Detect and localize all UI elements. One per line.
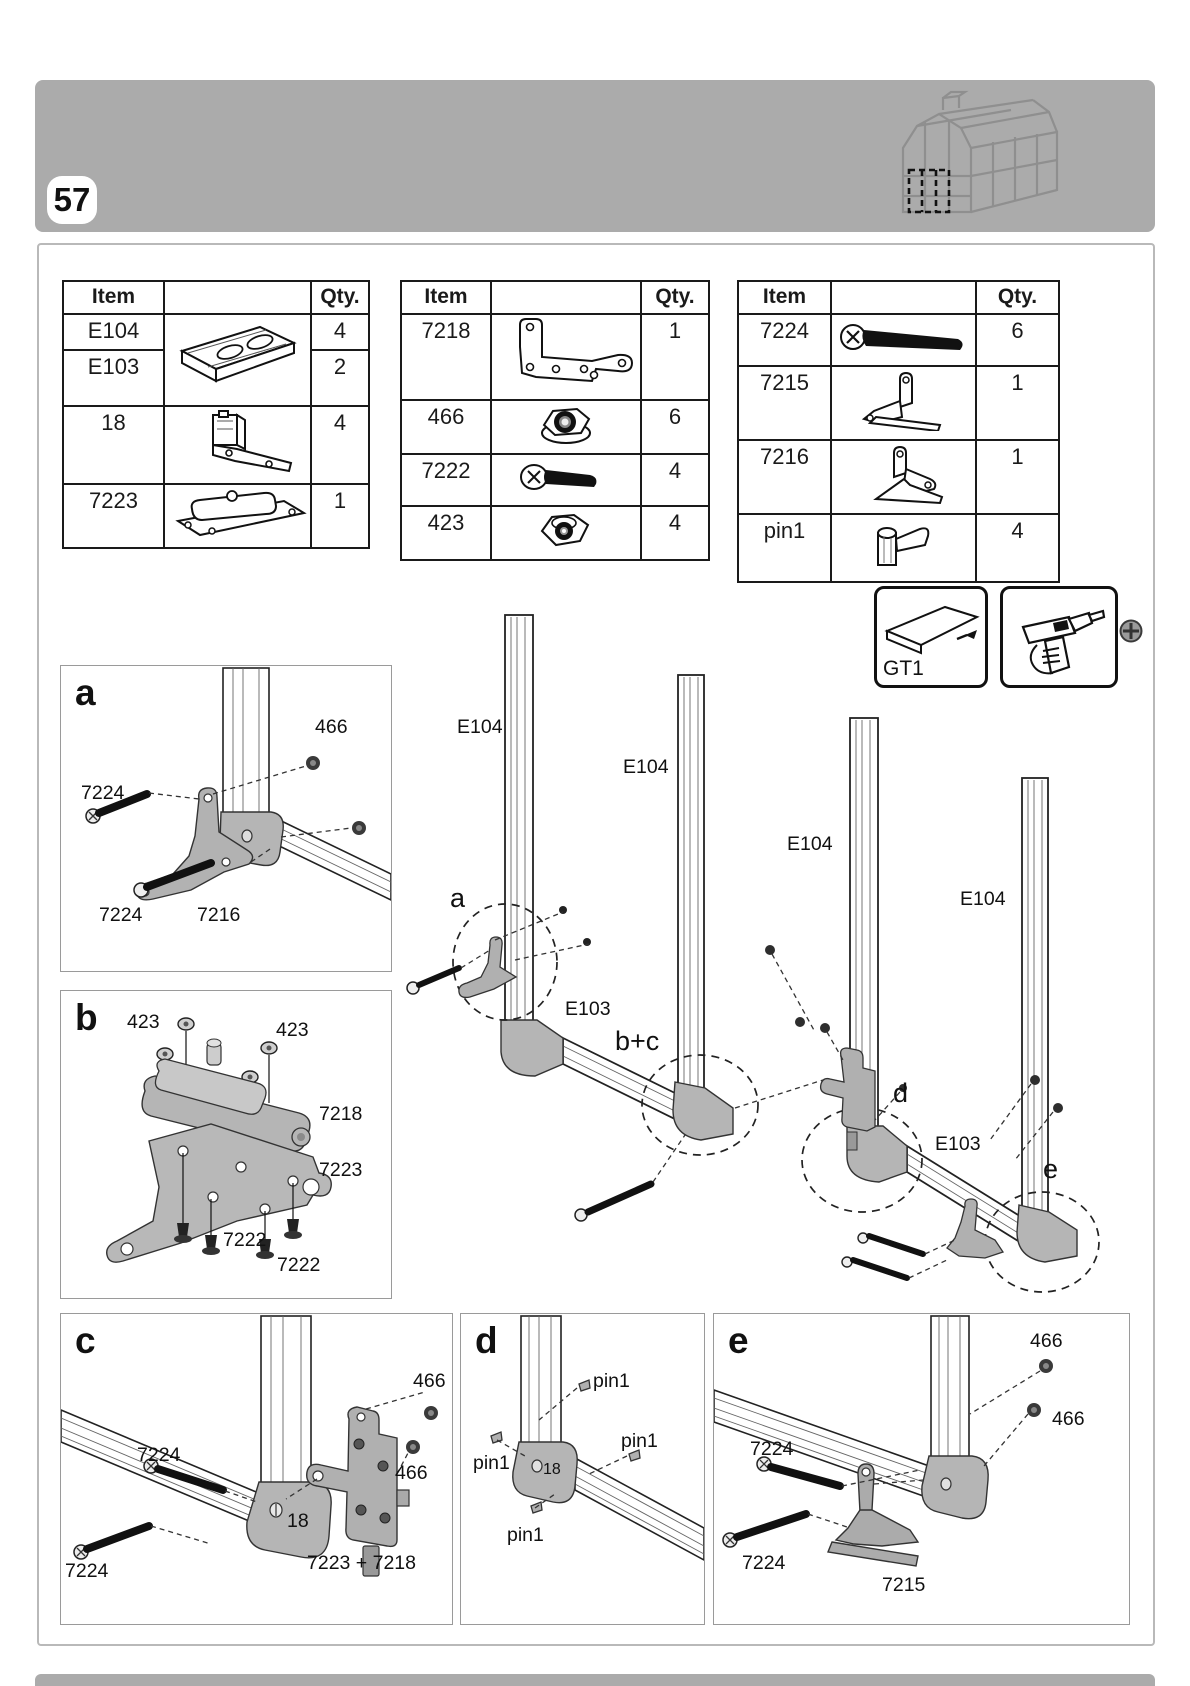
part-qty: 4 <box>311 314 369 350</box>
part-id: 7218 <box>401 314 491 400</box>
countersunk-bolt-icon <box>491 454 641 506</box>
part-id: 423 <box>401 506 491 560</box>
corner-connector-icon <box>164 406 311 484</box>
parts-table-1 <box>62 280 370 549</box>
header-banner <box>35 80 1155 232</box>
panel-letter-b: b <box>75 997 98 1038</box>
part-label-423: 423 <box>276 1019 309 1041</box>
greenhouse-icon <box>873 84 1083 230</box>
part-label-18: 18 <box>543 1461 561 1478</box>
screw-7224 <box>869 1236 923 1254</box>
step-number: 57 <box>53 181 91 218</box>
part-label-E104: E104 <box>457 716 503 738</box>
part-id: E104 <box>63 314 164 350</box>
part-label-pin1: pin1 <box>473 1452 510 1474</box>
panel-b-art <box>61 991 391 1298</box>
part-label-7224: 7224 <box>65 1560 109 1582</box>
table-row <box>401 400 709 454</box>
col-header-item: Item <box>738 281 831 314</box>
col-header-qty: Qty. <box>641 281 709 314</box>
part-label-7224: 7224 <box>742 1552 786 1574</box>
part-qty: 6 <box>641 400 709 454</box>
table-row <box>738 366 1059 440</box>
part-qty: 1 <box>311 484 369 548</box>
part-id: 7216 <box>738 440 831 514</box>
panel-letter-e: e <box>728 1320 749 1361</box>
gauge-tool-label: GT1 <box>883 657 924 680</box>
screw-7224 <box>853 1260 907 1278</box>
part-id: 7215 <box>738 366 831 440</box>
part-label-7222: 7222 <box>223 1229 267 1251</box>
part-label-7224: 7224 <box>99 904 143 926</box>
central-assembly-diagram <box>395 560 1135 1315</box>
part-qty: 1 <box>641 314 709 400</box>
part-id: 7222 <box>401 454 491 506</box>
part-label-7223: 7223 <box>319 1159 363 1181</box>
screw-7224 <box>419 968 459 985</box>
part-label-423: 423 <box>127 1011 160 1033</box>
corner-block <box>1017 1205 1077 1262</box>
table-row <box>63 314 369 350</box>
col-header-qty: Qty. <box>311 281 369 314</box>
screw-7224 <box>771 1467 840 1486</box>
next-page-banner-edge <box>35 1674 1155 1686</box>
flange-nut-icon <box>491 400 641 454</box>
col-header-image <box>491 281 641 314</box>
part-qty: 1 <box>976 366 1059 440</box>
stop-bracket-icon <box>831 366 976 440</box>
detail-ref-bc: b+c <box>615 1026 660 1056</box>
part-label-7224: 7224 <box>81 782 125 804</box>
part-id: pin1 <box>738 514 831 582</box>
table-row <box>738 314 1059 366</box>
col-header-item: Item <box>63 281 164 314</box>
part-label-466: 466 <box>1030 1330 1063 1352</box>
detail-panel-c <box>60 1313 453 1625</box>
part-label-7224: 7224 <box>137 1444 181 1466</box>
panel-letter-a: a <box>75 672 96 713</box>
panel-c-art <box>61 1314 452 1624</box>
parts-table-3 <box>737 280 1060 583</box>
table-row <box>63 484 369 548</box>
screw-7224 <box>588 1184 651 1212</box>
col-header-item: Item <box>401 281 491 314</box>
table-row <box>401 454 709 506</box>
frame-assembly-art <box>395 560 1135 1315</box>
post-E104-2 <box>678 675 704 1099</box>
part-id: 18 <box>63 406 164 484</box>
part-label-E104: E104 <box>623 756 669 778</box>
part-id: 7223 <box>63 484 164 548</box>
part-id: E103 <box>63 350 164 406</box>
barrel-latch-icon <box>164 484 311 548</box>
lock-nut-icon <box>491 506 641 560</box>
part-label-pin1: pin1 <box>507 1524 544 1546</box>
aluminum-profile-icon <box>164 314 311 406</box>
latch-stem <box>847 1132 857 1150</box>
part-label-466: 466 <box>413 1370 446 1392</box>
part-qty: 2 <box>311 350 369 406</box>
panel-letter-c: c <box>75 1320 96 1361</box>
screw-7224 <box>737 1514 806 1537</box>
table-row <box>401 506 709 560</box>
long-screw-icon <box>831 314 976 366</box>
detail-panel-a <box>60 665 392 972</box>
part-label-466: 466 <box>315 716 348 738</box>
corner-block <box>673 1082 733 1140</box>
panel-letter-d: d <box>475 1320 498 1361</box>
detail-panel-e <box>713 1313 1130 1625</box>
table-row <box>401 314 709 400</box>
part-label-7222: 7222 <box>277 1254 321 1276</box>
part-label-7218: 7218 <box>319 1103 363 1125</box>
col-header-qty: Qty. <box>976 281 1059 314</box>
part-label-466: 466 <box>1052 1408 1085 1430</box>
step-number-badge <box>47 176 97 224</box>
part-label-7224: 7224 <box>750 1438 794 1460</box>
corner-block <box>922 1456 988 1519</box>
table-row <box>738 440 1059 514</box>
detail-ref-d: d <box>893 1078 909 1108</box>
detail-panel-d <box>460 1313 705 1625</box>
part-id: 7224 <box>738 314 831 366</box>
part-qty: 1 <box>976 440 1059 514</box>
part-label-E104: E104 <box>960 888 1006 910</box>
part-label-466: 466 <box>395 1462 428 1484</box>
part-label-7216: 7216 <box>197 904 241 926</box>
part-id: 466 <box>401 400 491 454</box>
part-label-E103: E103 <box>935 1133 981 1155</box>
detail-panel-b <box>60 990 392 1299</box>
latch-bracket-icon <box>491 314 641 400</box>
part-label-7215: 7215 <box>882 1574 926 1596</box>
part-label-pin1: pin1 <box>593 1370 630 1392</box>
part-label-E103: E103 <box>565 998 611 1020</box>
part-qty: 4 <box>641 454 709 506</box>
part-qty: 4 <box>641 506 709 560</box>
guide-bracket-icon <box>831 440 976 514</box>
col-header-image <box>164 281 311 314</box>
col-header-image <box>831 281 976 314</box>
part-qty: 4 <box>311 406 369 484</box>
table-row <box>63 406 369 484</box>
detail-ref-a: a <box>450 883 466 913</box>
part-label-E104: E104 <box>787 833 833 855</box>
part-qty: 4 <box>976 514 1059 582</box>
part-qty: 6 <box>976 314 1059 366</box>
part-label-pin1: pin1 <box>621 1430 658 1452</box>
detail-ref-e: e <box>1043 1154 1059 1184</box>
part-label-7223-7218: 7223 + 7218 <box>307 1552 416 1574</box>
part-label-18: 18 <box>287 1510 309 1532</box>
parts-table-2 <box>400 280 710 561</box>
corner-block <box>501 1020 563 1076</box>
screw-7224 <box>87 1526 149 1549</box>
